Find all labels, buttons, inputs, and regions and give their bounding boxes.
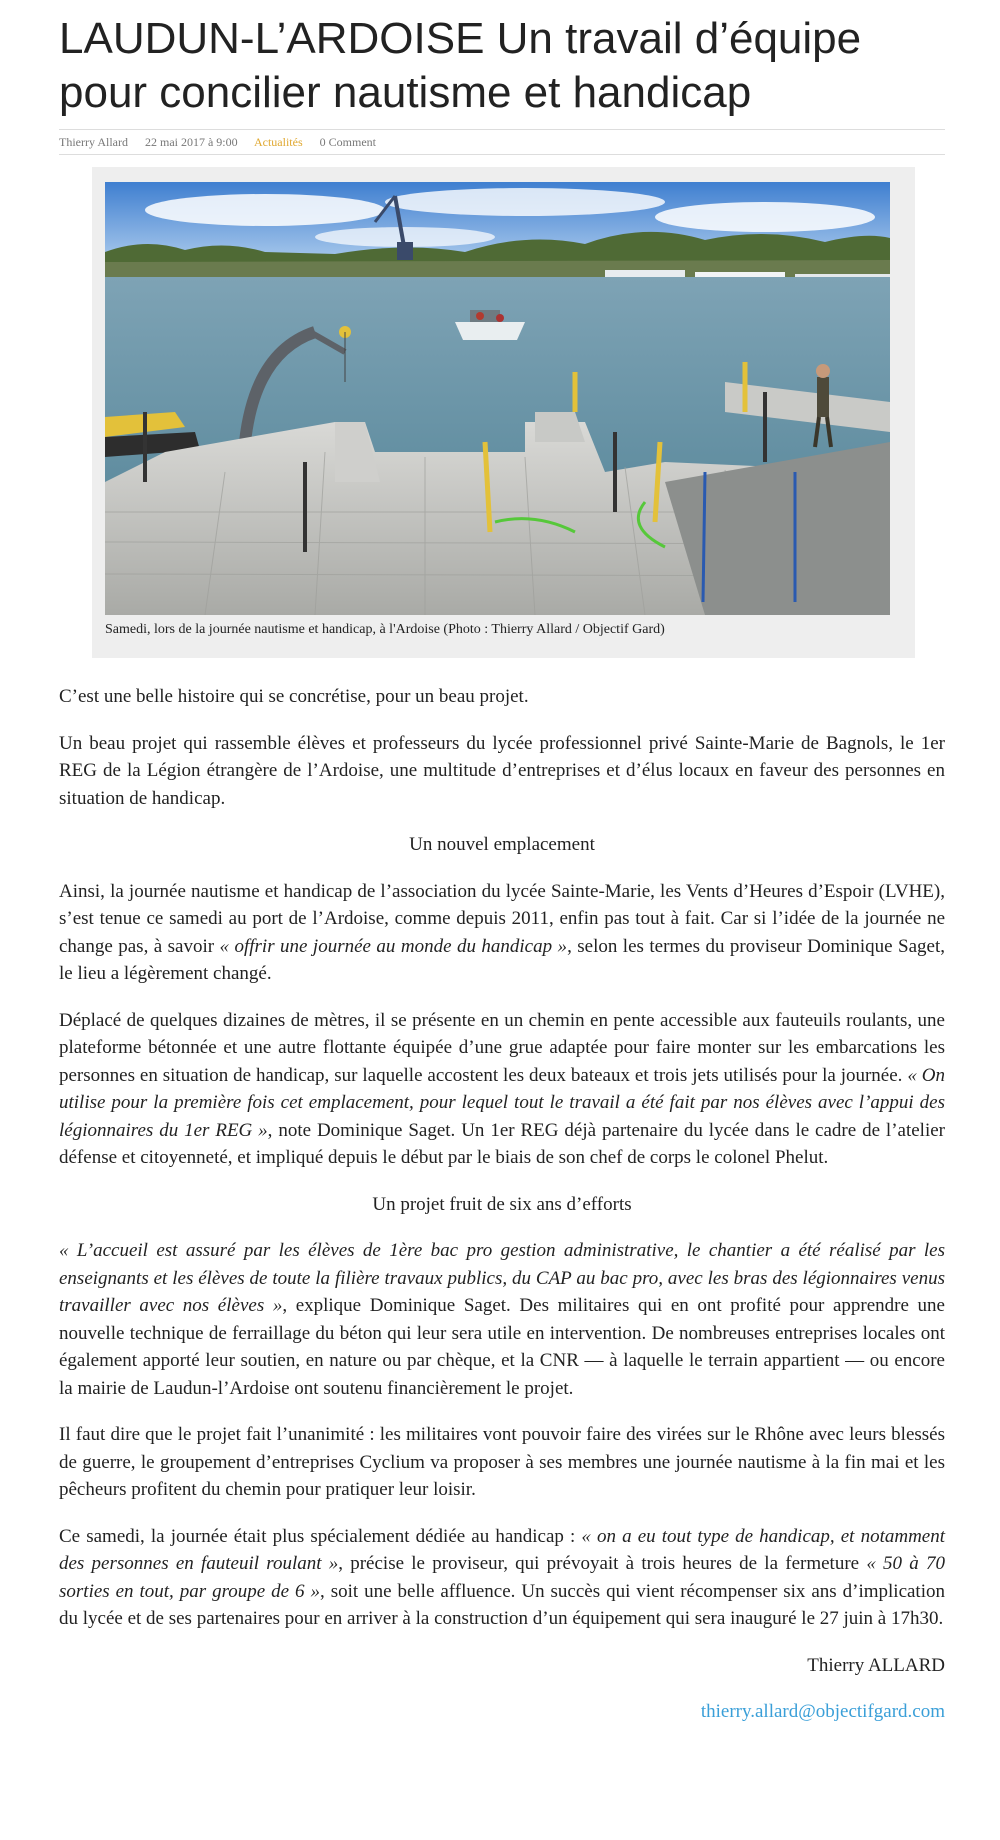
article-figure xyxy=(92,167,915,658)
category-link[interactable]: Actualités xyxy=(253,135,303,149)
text-run: , explique Dominique Saget. Des militaires qui en ont profité pour apprendre une nouvelle technique de ferraillage du béton qui leur sera utile en intervention. De nombreuses entreprises locales ont également apporté leur soutien, en nature ou par chèque, et la CNR — à laquelle le terrain appartient — ou encore la mairie de Laudun-l’Ardoise ont soutenu financièrement le projet. xyxy=(59,1295,945,1399)
quote: « offrir une journée au monde du handicap » xyxy=(219,935,568,957)
paragraph: Il faut dire que le projet fait l’unanimité : les militaires vont pouvoir faire des virées sur le Rhône avec leurs blessés de guerre, le groupement d’entreprises Cyclium va proposer à ses membres une journée nautisme à la fin mai et les pêcheurs profitent du chemin pour pratiquer leur loisir. xyxy=(59,1424,945,1500)
author-link[interactable]: Thierry Allard xyxy=(59,135,128,149)
paragraph xyxy=(59,1237,945,1402)
paragraph xyxy=(59,1523,945,1633)
article-meta xyxy=(59,129,945,155)
text-run: Déplacé de quelques dizaines de mètres, il se présente en un chemin en pente accessible aux fauteuils roulants, une plateforme bétonnée et une autre flottante équipée d’une grue adaptée pour faire monter sur les embarcations les personnes en situation de handicap, sur laquelle accostent les deux bateaux et trois jets utilisés pour la journée. xyxy=(59,1009,945,1086)
paragraph xyxy=(59,878,945,988)
article-photo xyxy=(105,182,890,615)
quote: « L’accueil est assuré par les élèves de 1ère bac pro gestion administrative, le chantier a été réalisé par les enseignants et les élèves de toute la filière travaux publics, du CAP au bac pro, avec les bras des légionnaires venus travailler avec nos élèves » xyxy=(59,1240,945,1316)
paragraph: C’est une belle histoire qui se concrétise, pour un beau projet. xyxy=(59,686,529,707)
text-run: , selon les termes du proviseur Dominique Saget, le lieu a légèrement changé. xyxy=(59,935,945,984)
post-date: 22 mai 2017 à 9:00 xyxy=(144,135,238,149)
quote: « on a eu tout type de handicap, et notamment des personnes en fauteuil roulant » xyxy=(59,1525,945,1574)
author-signature: Thierry ALLARD xyxy=(807,1654,945,1676)
harbor-photo-illustration xyxy=(105,182,890,615)
text-run: Ce samedi, la journée était plus spécialement dédiée au handicap : xyxy=(59,1525,582,1547)
quote: « 50 à 70 sorties en tout, par groupe de 6 » xyxy=(59,1553,945,1602)
text-run: , soit une belle affluence. Un succès qui vient récompenser six ans d’implication du lycée et de ses partenaires pour en arriver à la construction d’un équipement qui sera inauguré le 27 juin à 17h30. xyxy=(59,1580,945,1629)
author-email-link[interactable]: thierry.allard@objectifgard.com xyxy=(700,1701,945,1722)
text-run: Ainsi, la journée nautisme et handicap de l’association du lycée Sainte-Marie, les Vents d’Heures d’Espoir (LVHE), s’est tenue ce samedi au port de l’Ardoise, comme depuis 2011, enfin pas tout à fait. Car si l’idée de la journée ne change pas, à savoir xyxy=(59,880,945,957)
comment-count-link[interactable]: 0 Comment xyxy=(319,135,376,149)
section-subheading: Un nouvel emplacement xyxy=(409,834,595,855)
section-subheading: Un projet fruit de six ans d’efforts xyxy=(372,1193,632,1215)
article-body xyxy=(59,683,945,1745)
text-run: , note Dominique Saget. Un 1er REG déjà partenaire du lycée dans le cadre de l’atelier défense et citoyenneté, et impliqué depuis le début par le biais de son chef de corps le colonel Phelut. xyxy=(59,1119,945,1168)
photo-caption: Samedi, lors de la journée nautisme et handicap, à l'Ardoise (Photo : Thierry Allard / Objectif Gard) xyxy=(105,622,665,637)
quote: « On utilise pour la première fois cet emplacement, pour lequel tout le travail a été fait par nos élèves avec l’appui des légionnaires du 1er REG » xyxy=(59,1064,945,1141)
paragraph: Un beau projet qui rassemble élèves et professeurs du lycée professionnel privé Sainte-Marie de Bagnols, le 1er REG de la Légion étrangère de l’Ardoise, une multitude d’entreprises et d’élus locaux en faveur des personnes en situation de handicap. xyxy=(59,732,945,809)
article-title: LAUDUN-L’ARDOISE Un travail d’équipe pour concilier nautisme et handicap xyxy=(59,14,862,117)
text-run: , précise le proviseur, qui prévoyait à trois heures de la fermeture xyxy=(338,1553,867,1574)
paragraph xyxy=(59,1007,945,1172)
